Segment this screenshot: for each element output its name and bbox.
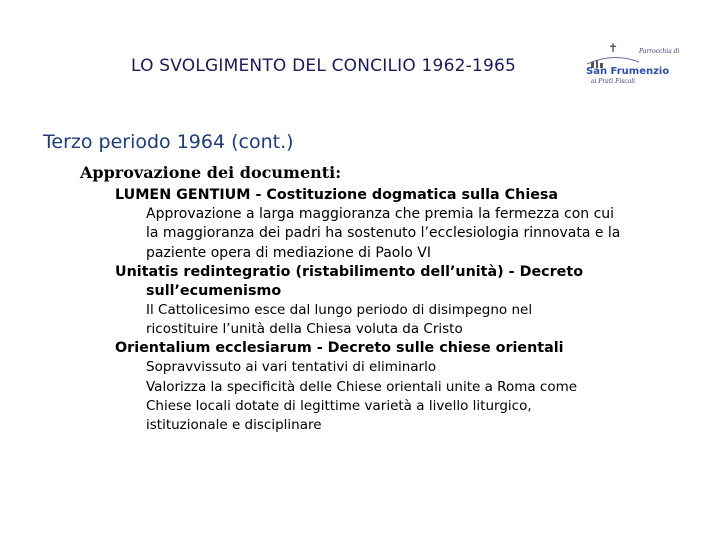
cross-icon: ✝ xyxy=(608,41,619,55)
document-line: ricostituire l’unità della Chiesa voluta da Cristo xyxy=(146,321,463,338)
documents-subheading: Approvazione dei documenti: xyxy=(80,163,342,182)
document-line: paziente opera di mediazione di Paolo VI xyxy=(146,244,431,261)
document-item xyxy=(115,263,690,340)
logo-parrocchia-text: Parrocchia di xyxy=(639,48,680,55)
document-line: Chiese locali dotate di legittime varietà a livello liturgico, xyxy=(146,398,532,415)
document-line: Sopravvissuto ai vari tentativi di eliminarlo xyxy=(146,359,437,376)
document-title: Orientalium ecclesiarum - Decreto sulle chiese orientali xyxy=(115,340,564,357)
document-line: Il Cattolicesimo esce dal lungo periodo di disimpegno nel xyxy=(146,301,533,318)
document-line: Valorizza la specificità delle Chiese orientali unite a Roma come xyxy=(146,378,578,395)
parish-logo xyxy=(585,41,680,92)
document-description xyxy=(115,205,690,263)
documents-list xyxy=(115,186,690,436)
document-title: Unitatis redintegratio (ristabilimento dell’unità) - Decreto sull’ecumenismo xyxy=(115,263,584,299)
logo-place-text: ai Prati Fiscali xyxy=(591,78,636,85)
logo-name-text: San Frumenzio xyxy=(586,66,670,77)
slide-title: LO SVOLGIMENTO DEL CONCILIO 1962-1965 xyxy=(131,56,516,76)
document-title: LUMEN GENTIUM - Costituzione dogmatica sulla Chiesa xyxy=(115,187,559,203)
document-description xyxy=(115,358,690,435)
document-line: Approvazione a larga maggioranza che premia la fermezza con cui xyxy=(146,206,615,222)
document-line: istituzionale e disciplinare xyxy=(146,417,322,434)
document-line: la maggioranza dei padri ha sostenuto l’ecclesiologia rinnovata e la xyxy=(146,225,621,242)
period-heading: Terzo periodo 1964 (cont.) xyxy=(43,131,294,153)
document-item xyxy=(115,339,690,435)
document-item xyxy=(115,186,690,263)
document-description xyxy=(115,301,690,340)
